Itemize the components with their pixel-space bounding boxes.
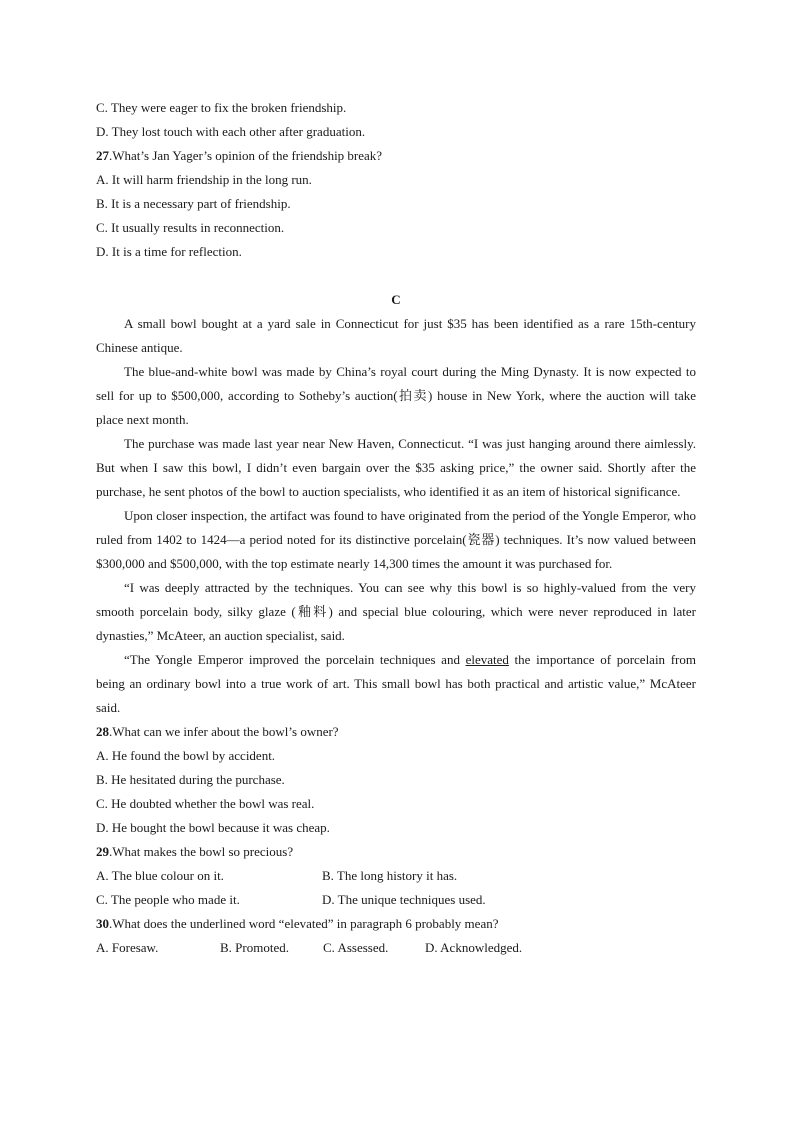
q28-option-b: B. He hesitated during the purchase. [96, 772, 285, 787]
q30-option-c: C. Assessed. [323, 940, 389, 955]
q29-number: 29 [96, 844, 109, 859]
q27-option-c: C. It usually results in reconnection. [96, 220, 285, 235]
q28-stem [96, 720, 696, 744]
q27-number: 27 [96, 148, 109, 163]
q29-stem [96, 840, 696, 864]
q30-stem [96, 912, 696, 936]
passage-paragraph-4: Upon closer inspection, the artifact was found to have originated from the period of the Yongle Emperor, who ruled from 1402 to 1424—a period noted for its distinctive porcelain(瓷器) techniques. It’s now valued between $300,000 and $500,000, with the top estimate nearly 14,300 times the amount it was purchased for. [96, 508, 696, 571]
q27-option-b: B. It is a necessary part of friendship. [96, 196, 291, 211]
q26-option-d: D. They lost touch with each other after graduation. [96, 124, 366, 139]
passage-paragraph-3: The purchase was made last year near New Haven, Connecticut. “I was just hanging around there aimlessly. But when I saw this bowl, I didn’t even bargain over the $35 asking price,” the owner said. Shortly after the purchase, he sent photos of the bowl to auction specialists, who identified it as an item of historical significance. [96, 436, 696, 499]
q29-options-row-2 [96, 888, 696, 912]
q26-option-c: C. They were eager to fix the broken friendship. [96, 100, 347, 115]
p6-text-after: the importance of porcelain from being an ordinary bowl into a true work of art. This small bowl has both practical and artistic value,” McAteer said. [96, 652, 696, 715]
q30-option-b: B. Promoted. [220, 940, 289, 955]
q30-stem-text: .What does the underlined word “elevated” in paragraph 6 probably mean? [109, 916, 499, 931]
q29-option-a: A. The blue colour on it. [96, 868, 224, 883]
q29-stem-text: .What makes the bowl so precious? [109, 844, 294, 859]
p6-text-before: “The Yongle Emperor improved the porcelain techniques and [124, 652, 466, 667]
q29-option-b: B. The long history it has. [322, 868, 458, 883]
q28-option-c: C. He doubted whether the bowl was real. [96, 796, 315, 811]
q27-option-d: D. It is a time for reflection. [96, 244, 242, 259]
underlined-word-elevated: elevated [465, 652, 509, 667]
passage-title: C [391, 292, 401, 307]
q27-stem-text: .What’s Jan Yager’s opinion of the friendship break? [109, 148, 383, 163]
q28-number: 28 [96, 724, 109, 739]
passage-paragraph-1: A small bowl bought at a yard sale in Connecticut for just $35 has been identified as a rare 15th-century Chinese antique. [96, 316, 696, 355]
q27-stem [96, 144, 696, 168]
q30-option-a: A. Foresaw. [96, 940, 159, 955]
q28-option-a: A. He found the bowl by accident. [96, 748, 276, 763]
exam-page [96, 96, 696, 960]
q28-option-d: D. He bought the bowl because it was cheap. [96, 820, 330, 835]
passage-paragraph-5: “I was deeply attracted by the techniques. You can see why this bowl is so highly-valued from the very smooth porcelain body, silky glaze (釉料) and special blue colouring, which were never reproduced in later dynasties,” McAteer, an auction specialist, said. [96, 580, 696, 643]
q28-stem-text: .What can we infer about the bowl’s owner? [109, 724, 339, 739]
passage-paragraph-2: The blue-and-white bowl was made by China’s royal court during the Ming Dynasty. It is now expected to sell for up to $500,000, according to Sotheby’s auction(拍卖) house in New York, where the auction will take place next month. [96, 364, 696, 427]
q30-options-row [96, 936, 696, 960]
q29-options-row-1 [96, 864, 696, 888]
q30-option-d: D. Acknowledged. [425, 940, 523, 955]
q27-option-a: A. It will harm friendship in the long run. [96, 172, 312, 187]
passage-paragraph-6 [96, 648, 696, 720]
q29-option-c: C. The people who made it. [96, 892, 240, 907]
q30-number: 30 [96, 916, 109, 931]
q29-option-d: D. The unique techniques used. [322, 892, 486, 907]
